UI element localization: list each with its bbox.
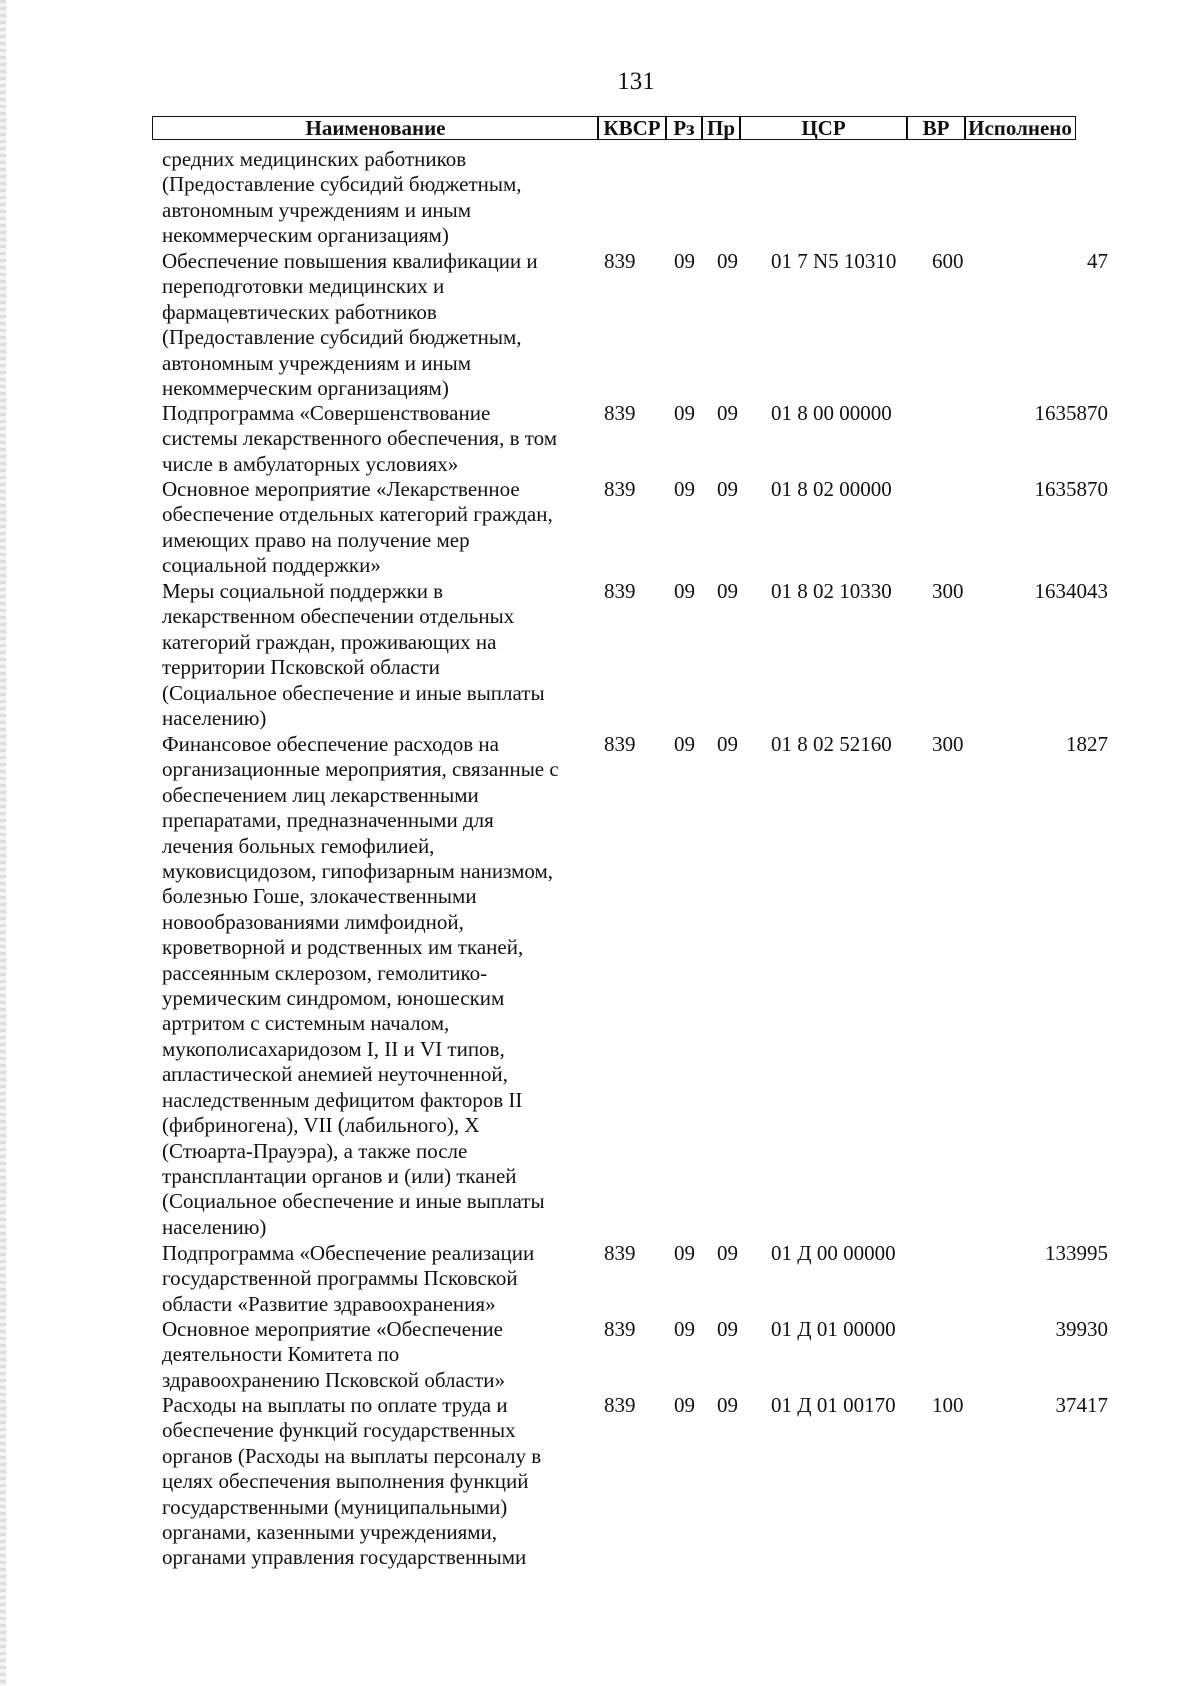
row-rz: 09 bbox=[674, 1241, 695, 1265]
header-csr: ЦСР bbox=[739, 116, 908, 140]
row-kvsr: 839 bbox=[604, 249, 636, 273]
row-rz: 09 bbox=[674, 249, 695, 273]
row-done: 39930 bbox=[1055, 1317, 1108, 1341]
row-vr: 300 bbox=[932, 579, 964, 603]
row-csr: 01 Д 01 00000 bbox=[771, 1317, 896, 1341]
row-csr: 01 Д 01 00170 bbox=[771, 1393, 896, 1417]
header-name: Наименование bbox=[152, 116, 599, 140]
header-kvsr: КВСР bbox=[597, 116, 667, 140]
row-done: 1634043 bbox=[1034, 579, 1108, 603]
row-name: Основное мероприятие «Обеспечение деятельности Комитета по здравоохранению Псковской области» bbox=[162, 1317, 506, 1392]
page-number: 131 bbox=[617, 68, 655, 95]
header-pr: Пр bbox=[701, 116, 741, 140]
header-done: Исполнено bbox=[964, 116, 1076, 140]
row-kvsr: 839 bbox=[604, 1393, 636, 1417]
row-name: средних медицинских работников (Предоставление субсидий бюджетным, автономным учреждениям и иным некоммерческим организациям) bbox=[162, 147, 522, 248]
row-pr: 09 bbox=[717, 249, 738, 273]
row-kvsr: 839 bbox=[604, 477, 636, 501]
row-csr: 01 8 02 10330 bbox=[771, 579, 892, 603]
row-vr: 300 bbox=[932, 732, 964, 756]
row-done: 47 bbox=[1087, 249, 1108, 273]
row-name: Финансовое обеспечение расходов на организационные мероприятия, связанные с обеспечением лиц лекарственными препаратами, предназначенными для лечения больных гемофилией, муковисцидозом, гипофизарным нанизмом, болезнью Гоше, злокачественными новообразованиями лимфоидной, кроветворной и родственных им тканей, рассеянным склерозом, гемолитико- уремическим синдромом, юношеским артритом с системным началом, мукополисахаридозом I, II и VI типов, апластической анемией неуточненной, наследственным дефицитом факторов II (фибриногена), VII (лабильного), X (Стюарта-Прауэра), а также после трансплантации органов и (или) тканей (Социальное обеспечение и иные выплаты населению) bbox=[162, 732, 559, 1239]
row-vr: 600 bbox=[932, 249, 964, 273]
row-name: Расходы на выплаты по оплате труда и обеспечение функций государственных органов (Расходы на выплаты персоналу в целях обеспечения выполнения функций государственными (муниципальными) органами, казенными учреждениями, органами управления государственными bbox=[162, 1393, 542, 1570]
row-name: Меры социальной поддержки в лекарственном обеспечении отдельных категорий граждан, проживающих на территории Псковской области (Социальное обеспечение и иные выплаты населению) bbox=[162, 579, 545, 731]
row-done: 133995 bbox=[1045, 1241, 1108, 1265]
row-kvsr: 839 bbox=[604, 401, 636, 425]
header-rz: Рз bbox=[665, 116, 703, 140]
row-csr: 01 8 00 00000 bbox=[771, 401, 892, 425]
scan-edge-shadow bbox=[0, 0, 6, 1686]
row-rz: 09 bbox=[674, 732, 695, 756]
row-rz: 09 bbox=[674, 1393, 695, 1417]
row-pr: 09 bbox=[717, 1393, 738, 1417]
row-done: 1827 bbox=[1066, 732, 1108, 756]
row-kvsr: 839 bbox=[604, 579, 636, 603]
row-csr: 01 8 02 52160 bbox=[771, 732, 892, 756]
row-name: Обеспечение повышения квалификации и переподготовки медицинских и фармацевтических работников (Предоставление субсидий бюджетным, автономным учреждениям и иным некоммерческим организациям) bbox=[162, 249, 538, 401]
row-pr: 09 bbox=[717, 1241, 738, 1265]
row-pr: 09 bbox=[717, 477, 738, 501]
row-kvsr: 839 bbox=[604, 732, 636, 756]
row-rz: 09 bbox=[674, 401, 695, 425]
row-name: Подпрограмма «Обеспечение реализации государственной программы Псковской области «Развитие здравоохранения» bbox=[162, 1241, 535, 1316]
row-done: 1635870 bbox=[1034, 477, 1108, 501]
row-pr: 09 bbox=[717, 1317, 738, 1341]
row-pr: 09 bbox=[717, 579, 738, 603]
row-pr: 09 bbox=[717, 401, 738, 425]
row-name: Основное мероприятие «Лекарственное обеспечение отдельных категорий граждан, имеющих право на получение мер социальной поддержки» bbox=[162, 477, 553, 578]
row-vr: 100 bbox=[932, 1393, 964, 1417]
row-rz: 09 bbox=[674, 1317, 695, 1341]
header-vr: ВР bbox=[906, 116, 966, 140]
row-rz: 09 bbox=[674, 477, 695, 501]
row-rz: 09 bbox=[674, 579, 695, 603]
row-csr: 01 7 N5 10310 bbox=[771, 249, 897, 273]
row-csr: 01 Д 00 00000 bbox=[771, 1241, 896, 1265]
row-done: 37417 bbox=[1055, 1393, 1108, 1417]
row-csr: 01 8 02 00000 bbox=[771, 477, 892, 501]
row-kvsr: 839 bbox=[604, 1241, 636, 1265]
row-name: Подпрограмма «Совершенствование системы лекарственного обеспечения, в том числе в амбулаторных условиях» bbox=[162, 401, 558, 476]
row-pr: 09 bbox=[717, 732, 738, 756]
row-kvsr: 839 bbox=[604, 1317, 636, 1341]
row-done: 1635870 bbox=[1034, 401, 1108, 425]
